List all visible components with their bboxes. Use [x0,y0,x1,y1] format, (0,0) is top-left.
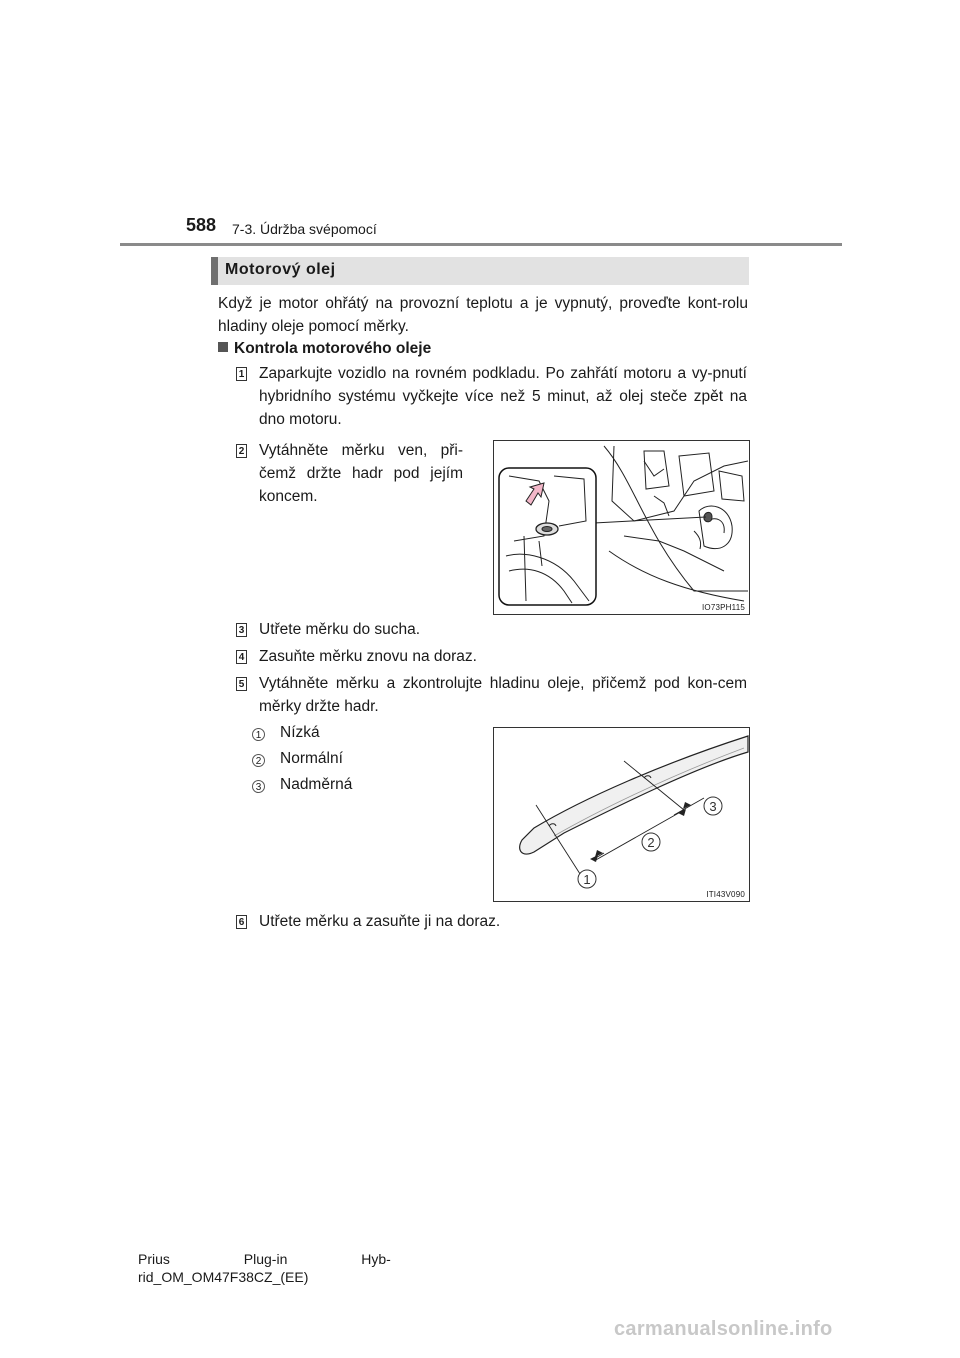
step-2-text: Vytáhněte měrku ven, při-čemž držte hadr pod jejím koncem. [259,442,463,505]
step-number-6: 6 [236,915,247,929]
footer [138,1250,391,1286]
legend-label-low: Nízká [280,724,320,741]
section-title: 7-3. Údržba svépomocí [232,221,377,237]
step-4-text: Zasuňte měrku znovu na doraz. [259,648,477,665]
step-3-text: Utřete měrku do sucha. [259,621,421,638]
step-number-2: 2 [236,444,247,458]
square-bullet-icon [218,342,228,352]
dipstick-illustration [494,728,749,901]
subheading [218,340,431,358]
legend-label-normal: Normální [280,750,343,767]
footer-line-2: rid_OM_OM47F38CZ_(EE) [138,1269,309,1285]
section-heading: Motorový olej [225,261,336,278]
dipstick-callout-3: 3 [709,799,717,814]
step-number-3: 3 [236,623,247,637]
dipstick-callout-2: 2 [647,835,655,850]
step-1-text: Zaparkujte vozidlo na rovném podkladu. Po zahřátí motoru a vy-pnutí hybridního systému vyčkejte více než 5 minut, až olej steče zpět na dno motoru. [259,365,747,428]
legend-label-excessive: Nadměrná [280,776,353,793]
watermark: carmanualsonline.info [614,1318,833,1340]
legend-number-2: 2 [252,754,265,767]
figure-2-code: ITI43V090 [706,890,745,899]
legend-number-3: 3 [252,780,265,793]
engine-bay-figure [493,440,750,615]
intro-paragraph: Když je motor ohřátý na provozní teplotu a je vypnutý, proveďte kont-rolu hladiny oleje pomocí měrky. [218,295,748,335]
engine-bay-illustration [494,441,749,614]
subheading-text: Kontrola motorového oleje [234,340,432,357]
step-number-5: 5 [236,677,247,691]
header-divider [120,243,842,246]
legend-number-1: 1 [252,728,265,741]
footer-line-1: Prius Plug-in Hyb- [138,1251,391,1267]
page-number: 588 [186,215,217,235]
step-number-1: 1 [236,367,247,381]
dipstick-figure [493,727,750,902]
step-number-4: 4 [236,650,247,664]
figure-1-code: IO73PH115 [701,603,745,612]
dipstick-callout-1: 1 [583,872,591,887]
step-5-text: Vytáhněte měrku a zkontrolujte hladinu oleje, přičemž pod kon-cem měrky držte hadr. [259,675,747,715]
step-6-text: Utřete měrku a zasuňte ji na doraz. [259,913,501,930]
